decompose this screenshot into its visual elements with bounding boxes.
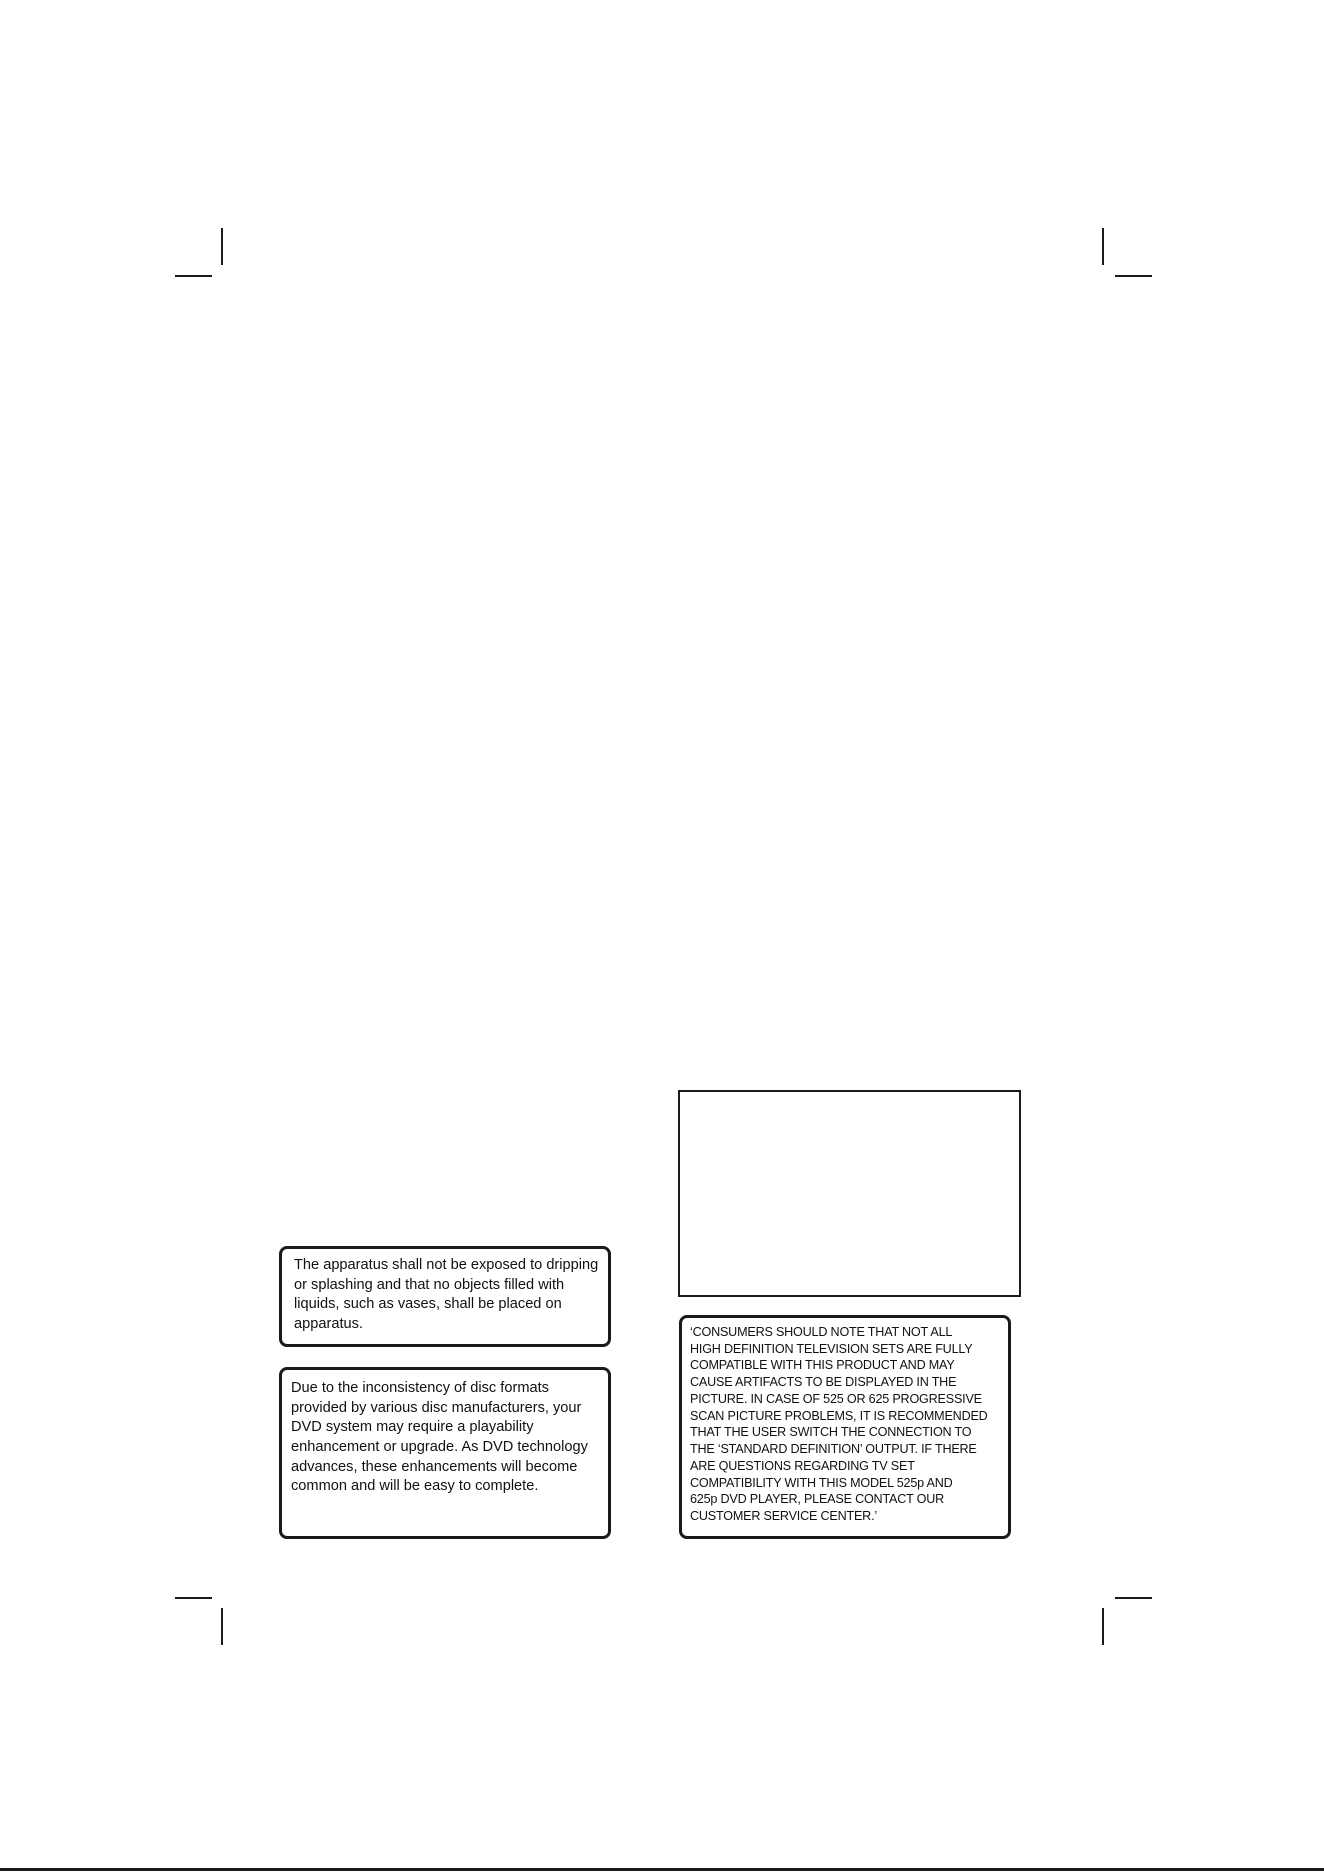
- hdtv-compatibility-notice-text: ‘CONSUMERS SHOULD NOTE THAT NOT ALL HIGH DEFINITION TELEVISION SETS ARE FULLY COMPATIBLE WITH THIS PRODUCT AND MAY CAUSE ARTIFACTS TO BE DISPLAYED IN THE PICTURE. IN CASE OF 525 OR 625 PROGRESSIVE SCAN PICTURE PROBLEMS, IT IS RECOMMENDED THAT THE USER SWITCH THE CONNECTION TO THE ‘STANDARD DEFINITION’ OUTPUT. IF THERE ARE QUESTIONS REGARDING TV SET COMPATIBILITY WITH THIS MODEL 525p AND 625p DVD PLAYER, PLEASE CONTACT OUR CUSTOMER SERVICE CENTER.’: [690, 1325, 988, 1524]
- crop-mark-top-right-horizontal: [1115, 275, 1152, 277]
- disc-format-notice-text: Due to the inconsistency of disc formats provided by various disc manufacturers, your DVD system may require a playability enhancement or upgrade. As DVD technology advances, these enhancements will become common and will be easy to complete.: [291, 1380, 588, 1495]
- crop-mark-bottom-left-vertical: [221, 1608, 223, 1645]
- dripping-warning-text: The apparatus shall not be exposed to dripping or splashing and that no objects filled with liquids, such as vases, shall be placed on apparatus.: [294, 1257, 599, 1333]
- crop-mark-bottom-left-horizontal: [175, 1597, 212, 1599]
- blank-label-frame: [678, 1090, 1021, 1297]
- crop-mark-top-right-vertical: [1102, 228, 1104, 265]
- crop-mark-bottom-right-vertical: [1102, 1608, 1104, 1645]
- disc-format-notice-box: [279, 1367, 611, 1539]
- dripping-warning-box: [279, 1246, 611, 1347]
- crop-mark-top-left-vertical: [221, 228, 223, 265]
- footer-rule: [0, 1868, 1324, 1871]
- crop-mark-top-left-horizontal: [175, 275, 212, 277]
- hdtv-compatibility-notice-box: [679, 1315, 1011, 1539]
- crop-mark-bottom-right-horizontal: [1115, 1597, 1152, 1599]
